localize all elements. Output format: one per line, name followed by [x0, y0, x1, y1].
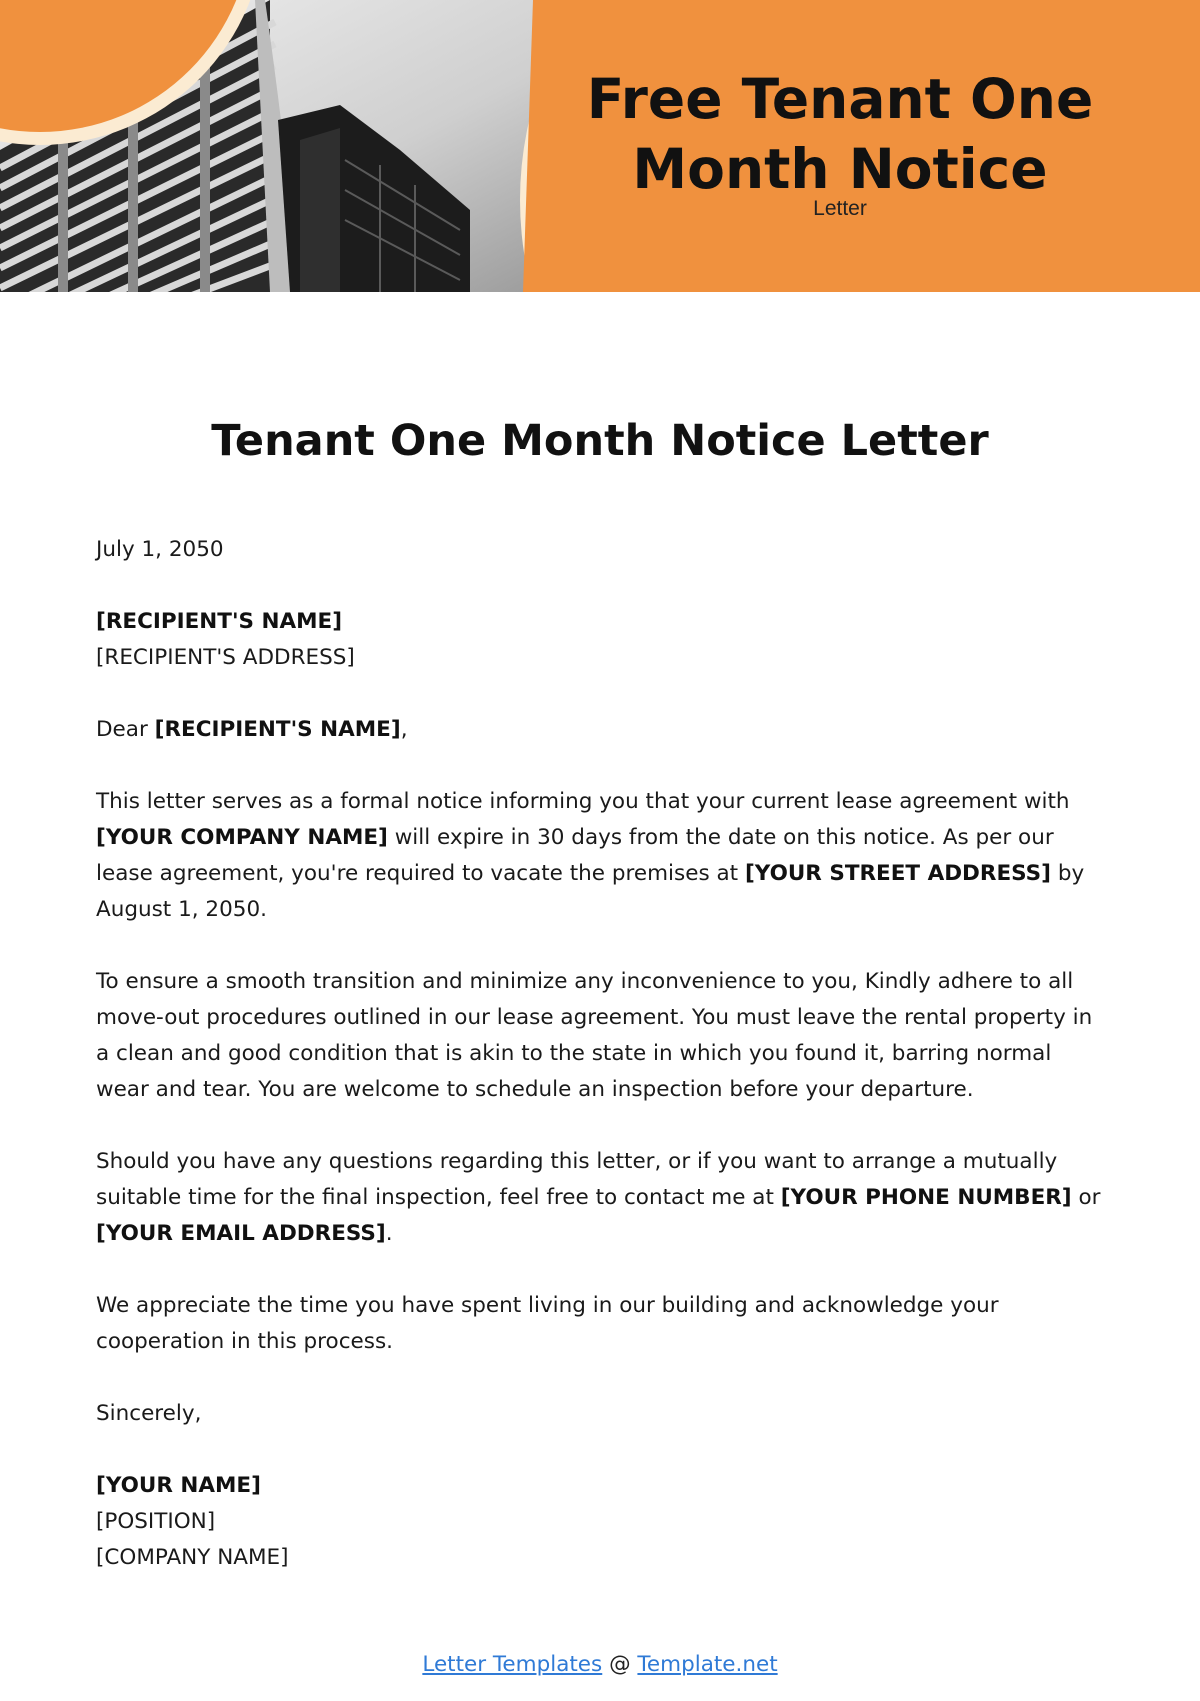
sender-position: [POSITION] [96, 1509, 216, 1534]
p3-email-address: [YOUR EMAIL ADDRESS] [96, 1221, 386, 1246]
closing: Sincerely, [96, 1401, 202, 1426]
letter-templates-link[interactable]: Letter Templates [422, 1652, 603, 1677]
p1-text-2: will expire in 30 days from the date on this notice. As per our lease agreement, you're required to vacate the premises at [96, 825, 1054, 886]
footer-separator: @ [602, 1652, 638, 1677]
paragraph-appreciation: We appreciate the time you have spent living in our building and acknowledge your cooperation in this process. [96, 1293, 999, 1354]
p1-text-1: This letter serves as a formal notice informing you that your current lease agreement with [96, 789, 1070, 814]
letter-body [96, 532, 1108, 1612]
header-title: Free Tenant One Month Notice [586, 67, 1094, 201]
p3-text-1: Should you have any questions regarding this letter, or if you want to arrange a mutually suitable time for the final inspection, feel free to contact me at [96, 1149, 1058, 1210]
letter-date [96, 532, 1108, 568]
salutation-prefix: Dear [96, 717, 155, 742]
recipient-block [96, 604, 1108, 676]
document-title: Tenant One Month Notice Letter [211, 416, 989, 466]
recipient-address: [RECIPIENT'S ADDRESS] [96, 645, 355, 670]
paragraph-move-out: To ensure a smooth transition and minimize any inconvenience to you, Kindly adhere to all move-out procedures outlined in our lease agreement. You must leave the rental property in a clean and good condition that is akin to the state in which you found it, barring normal wear and tear. You are welcome to schedule an inspection before your departure. [96, 969, 1093, 1102]
header-subtitle: Letter [813, 197, 867, 220]
salutation [96, 712, 1108, 748]
salutation-name: [RECIPIENT'S NAME] [154, 717, 401, 742]
paragraph-notice [96, 784, 1108, 928]
sender-company: [COMPANY NAME] [96, 1545, 289, 1570]
salutation-suffix: , [400, 717, 408, 742]
date-text: July 1, 2050 [96, 537, 224, 562]
header-banner [0, 0, 1200, 292]
p1-street-address: [YOUR STREET ADDRESS] [744, 861, 1051, 886]
p3-phone-number: [YOUR PHONE NUMBER] [780, 1185, 1072, 1210]
p3-text-2: or [1071, 1185, 1101, 1210]
recipient-name: [RECIPIENT'S NAME] [96, 609, 343, 634]
signature-block [96, 1468, 1108, 1576]
p1-text-3: by August 1, 2050. [96, 861, 1085, 922]
paragraph-contact [96, 1144, 1108, 1252]
p3-text-3: . [385, 1221, 393, 1246]
template-net-link[interactable]: Template.net [637, 1652, 778, 1677]
p1-company-name: [YOUR COMPANY NAME] [96, 825, 388, 850]
sender-name: [YOUR NAME] [96, 1473, 261, 1498]
footer [0, 1650, 1200, 1680]
